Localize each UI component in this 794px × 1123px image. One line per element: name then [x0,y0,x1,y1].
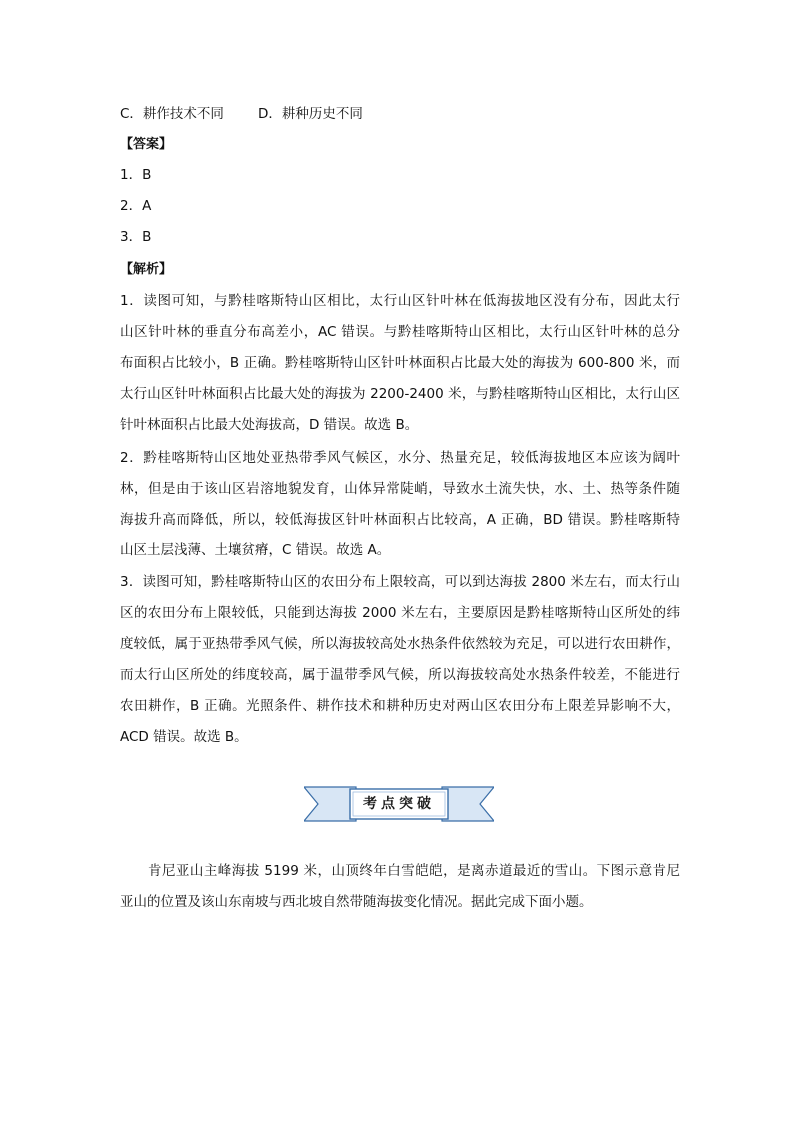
answer-item-1: 1．B [120,167,152,183]
analysis-line: 2．黔桂喀斯特山区地处亚热带季风气候区，水分、热量充足，较低海拔地区本应该为阔叶 [120,450,680,466]
analysis-line: 海拔升高而降低，所以，较低海拔区针叶林面积占比较高，A 正确，BD 错误。黔桂喀斯特 [120,512,680,528]
analysis-line: 针叶林面积占比最大处海拔高，D 错误。故选 B。 [120,417,419,433]
analysis-line: 山区土层浅薄、土壤贫瘠，C 错误。故选 A。 [120,542,391,558]
analysis-line: 而太行山区所处的纬度较高，属于温带季风气候，所以海拔较高处水热条件较差，不能进行 [120,667,680,683]
banner-title: 考点突破 [363,796,435,812]
answer-item-3: 3．B [120,229,152,245]
analysis-line: 度较低，属于亚热带季风气候，所以海拔较高处水热条件依然较为充足，可以进行农田耕作， [120,636,680,652]
section-banner [304,783,494,825]
analysis-line: 农田耕作，B 正确。光照条件、耕作技术和耕种历史对两山区农田分布上限差异影响不大， [120,698,680,714]
intro-line: 肯尼亚山主峰海拔 5199 米，山顶终年白雪皑皑，是离赤道最近的雪山。下图示意肯尼 [148,863,680,879]
analysis-line: 林，但是由于该山区岩溶地貌发育，山体异常陡峭，导致水土流失快，水、土、热等条件随 [120,481,680,497]
answer-heading: 【答案】 [120,137,173,152]
analysis-line: 1．读图可知，与黔桂喀斯特山区相比，太行山区针叶林在低海拔地区没有分布，因此太行 [120,293,680,309]
analysis-line: 区的农田分布上限较低，只能到达海拔 2000 米左右，主要原因是黔桂喀斯特山区所处的纬 [120,605,680,621]
option-c: C．耕作技术不同 [120,106,224,122]
analysis-line: 太行山区针叶林面积占比最大处的海拔为 2200-2400 米，与黔桂喀斯特山区相比，太行山区 [120,386,680,402]
option-d: D．耕种历史不同 [258,106,363,122]
analysis-line: ACD 错误。故选 B。 [120,729,248,745]
intro-line: 亚山的位置及该山东南坡与西北坡自然带随海拔变化情况。据此完成下面小题。 [120,894,593,910]
analysis-heading: 【解析】 [120,262,173,277]
analysis-line: 3．读图可知，黔桂喀斯特山区的农田分布上限较高，可以到达海拔 2800 米左右，而太行山 [120,574,680,590]
analysis-line: 布面积占比较小，B 正确。黔桂喀斯特山区针叶林面积占比最大处的海拔为 600-800 米，而 [120,355,680,371]
analysis-line: 山区针叶林的垂直分布高差小，AC 错误。与黔桂喀斯特山区相比，太行山区针叶林的总分 [120,324,680,340]
options-row [120,105,363,123]
answer-item-2: 2．A [120,198,152,214]
